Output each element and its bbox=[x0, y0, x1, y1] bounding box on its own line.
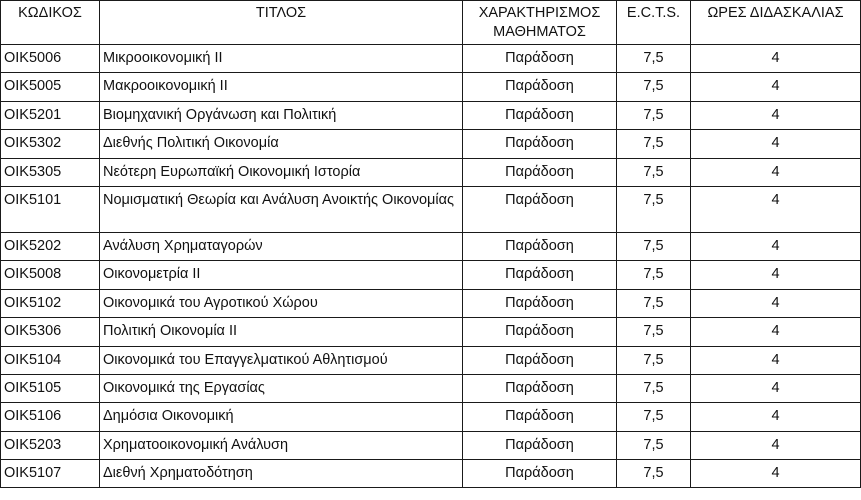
cell-ects: 7,5 bbox=[617, 431, 691, 459]
table-row bbox=[1, 130, 861, 158]
cell-title: Νομισματική Θεωρία και Ανάλυση Ανοικτής Οικονομίας bbox=[100, 186, 463, 232]
cell-hours: 4 bbox=[691, 403, 861, 431]
cell-code: ΟΙΚ5106 bbox=[1, 403, 100, 431]
cell-ects: 7,5 bbox=[617, 130, 691, 158]
cell-title: Διεθνής Πολιτική Οικονομία bbox=[100, 130, 463, 158]
cell-hours: 4 bbox=[691, 130, 861, 158]
cell-code: ΟΙΚ5104 bbox=[1, 346, 100, 374]
table-row bbox=[1, 158, 861, 186]
cell-code: ΟΙΚ5008 bbox=[1, 261, 100, 289]
cell-ects: 7,5 bbox=[617, 45, 691, 73]
cell-title: Οικονομικά του Αγροτικού Χώρου bbox=[100, 289, 463, 317]
cell-title: Βιομηχανική Οργάνωση και Πολιτική bbox=[100, 101, 463, 129]
cell-ects: 7,5 bbox=[617, 403, 691, 431]
cell-title: Νεότερη Ευρωπαϊκή Οικονομική Ιστορία bbox=[100, 158, 463, 186]
cell-code: ΟΙΚ5302 bbox=[1, 130, 100, 158]
cell-title: Οικονομετρία ΙΙ bbox=[100, 261, 463, 289]
cell-ects: 7,5 bbox=[617, 289, 691, 317]
cell-hours: 4 bbox=[691, 289, 861, 317]
cell-hours: 4 bbox=[691, 261, 861, 289]
cell-type: Παράδοση bbox=[463, 403, 617, 431]
cell-type: Παράδοση bbox=[463, 289, 617, 317]
cell-ects: 7,5 bbox=[617, 232, 691, 260]
table-row bbox=[1, 374, 861, 402]
cell-type: Παράδοση bbox=[463, 346, 617, 374]
cell-hours: 4 bbox=[691, 460, 861, 488]
table-row bbox=[1, 45, 861, 73]
table-row bbox=[1, 318, 861, 346]
cell-code: ΟΙΚ5202 bbox=[1, 232, 100, 260]
cell-code: ΟΙΚ5101 bbox=[1, 186, 100, 232]
cell-ects: 7,5 bbox=[617, 374, 691, 402]
cell-code: ΟΙΚ5005 bbox=[1, 73, 100, 101]
cell-hours: 4 bbox=[691, 45, 861, 73]
cell-code: ΟΙΚ5201 bbox=[1, 101, 100, 129]
table-row bbox=[1, 186, 861, 232]
table-header bbox=[1, 1, 861, 45]
cell-title: Μικροοικονομική ΙΙ bbox=[100, 45, 463, 73]
cell-ects: 7,5 bbox=[617, 318, 691, 346]
cell-title: Διεθνή Χρηματοδότηση bbox=[100, 460, 463, 488]
cell-hours: 4 bbox=[691, 346, 861, 374]
cell-ects: 7,5 bbox=[617, 460, 691, 488]
table-row bbox=[1, 346, 861, 374]
table-row bbox=[1, 431, 861, 459]
cell-hours: 4 bbox=[691, 158, 861, 186]
cell-type: Παράδοση bbox=[463, 431, 617, 459]
table-row bbox=[1, 403, 861, 431]
header-code: ΚΩΔΙΚΟΣ bbox=[1, 1, 100, 45]
cell-ects: 7,5 bbox=[617, 73, 691, 101]
header-title: ΤΙΤΛΟΣ bbox=[100, 1, 463, 45]
table-row bbox=[1, 289, 861, 317]
cell-type: Παράδοση bbox=[463, 45, 617, 73]
cell-type: Παράδοση bbox=[463, 261, 617, 289]
cell-title: Οικονομικά της Εργασίας bbox=[100, 374, 463, 402]
cell-title: Μακροοικονομική ΙΙ bbox=[100, 73, 463, 101]
cell-type: Παράδοση bbox=[463, 101, 617, 129]
header-type: ΧΑΡΑΚΤΗΡΙΣΜΟΣ ΜΑΘΗΜΑΤΟΣ bbox=[463, 1, 617, 45]
cell-hours: 4 bbox=[691, 318, 861, 346]
cell-code: ΟΙΚ5203 bbox=[1, 431, 100, 459]
table-row bbox=[1, 101, 861, 129]
cell-hours: 4 bbox=[691, 101, 861, 129]
cell-title: Χρηματοοικονομική Ανάλυση bbox=[100, 431, 463, 459]
table-row bbox=[1, 261, 861, 289]
cell-code: ΟΙΚ5306 bbox=[1, 318, 100, 346]
cell-type: Παράδοση bbox=[463, 374, 617, 402]
cell-hours: 4 bbox=[691, 374, 861, 402]
cell-hours: 4 bbox=[691, 73, 861, 101]
cell-type: Παράδοση bbox=[463, 130, 617, 158]
table-row bbox=[1, 232, 861, 260]
cell-type: Παράδοση bbox=[463, 158, 617, 186]
table-row bbox=[1, 73, 861, 101]
cell-code: ΟΙΚ5305 bbox=[1, 158, 100, 186]
cell-code: ΟΙΚ5006 bbox=[1, 45, 100, 73]
cell-type: Παράδοση bbox=[463, 318, 617, 346]
cell-ects: 7,5 bbox=[617, 186, 691, 232]
cell-code: ΟΙΚ5107 bbox=[1, 460, 100, 488]
cell-type: Παράδοση bbox=[463, 460, 617, 488]
cell-code: ΟΙΚ5105 bbox=[1, 374, 100, 402]
header-hours: ΩΡΕΣ ΔΙΔΑΣΚΑΛΙΑΣ bbox=[691, 1, 861, 45]
cell-ects: 7,5 bbox=[617, 261, 691, 289]
cell-hours: 4 bbox=[691, 186, 861, 232]
cell-ects: 7,5 bbox=[617, 158, 691, 186]
cell-type: Παράδοση bbox=[463, 186, 617, 232]
cell-title: Οικονομικά του Επαγγελματικού Αθλητισμού bbox=[100, 346, 463, 374]
table-body bbox=[1, 45, 861, 488]
header-ects: E.C.T.S. bbox=[617, 1, 691, 45]
cell-hours: 4 bbox=[691, 431, 861, 459]
cell-code: ΟΙΚ5102 bbox=[1, 289, 100, 317]
cell-title: Ανάλυση Χρηματαγορών bbox=[100, 232, 463, 260]
cell-title: Πολιτική Οικονομία ΙΙ bbox=[100, 318, 463, 346]
cell-type: Παράδοση bbox=[463, 232, 617, 260]
header-row bbox=[1, 1, 861, 45]
cell-hours: 4 bbox=[691, 232, 861, 260]
cell-ects: 7,5 bbox=[617, 101, 691, 129]
cell-ects: 7,5 bbox=[617, 346, 691, 374]
table-row bbox=[1, 460, 861, 488]
cell-title: Δημόσια Οικονομική bbox=[100, 403, 463, 431]
cell-type: Παράδοση bbox=[463, 73, 617, 101]
